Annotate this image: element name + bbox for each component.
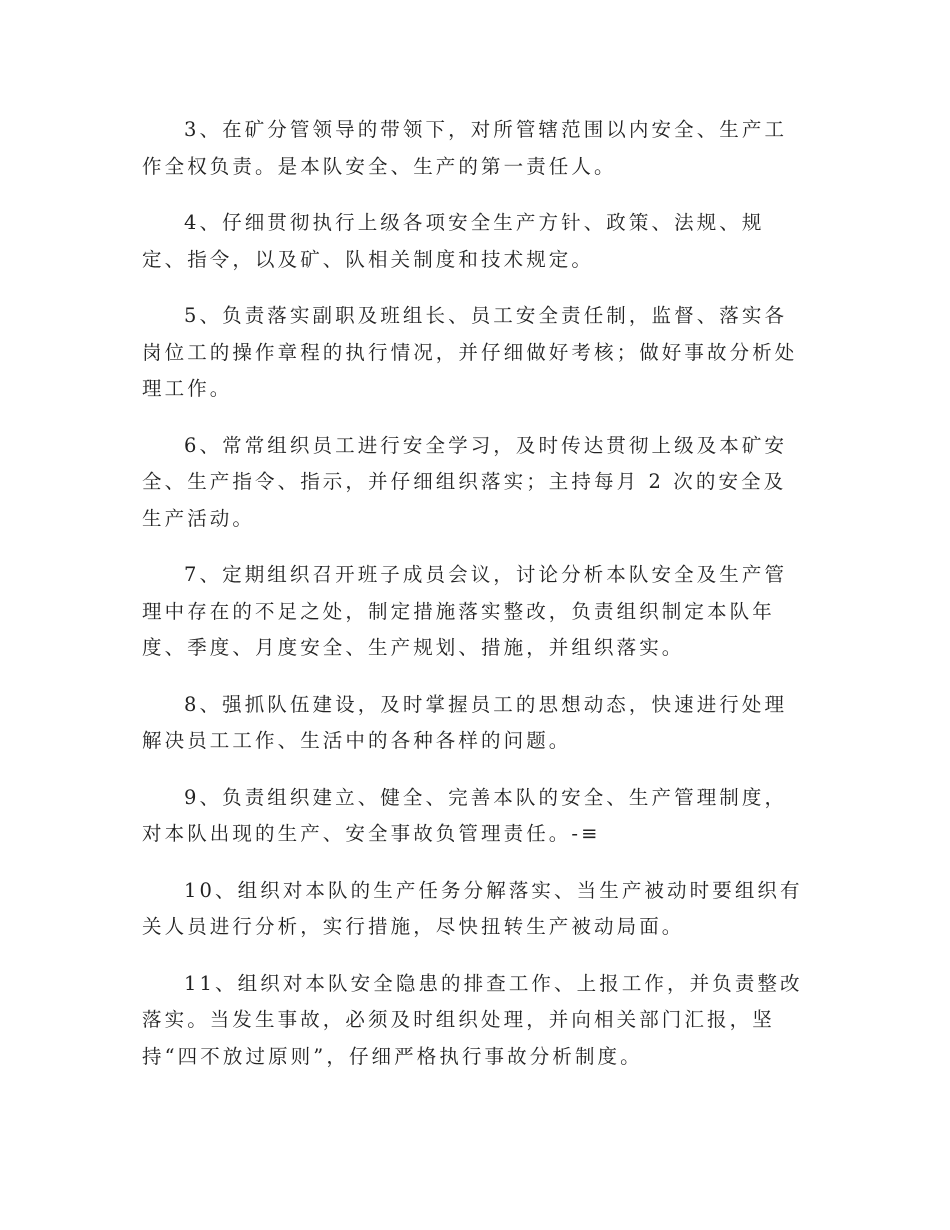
paragraph-item-8: 8、强抓队伍建设，及时掌握员工的思想动态，快速进行处理解决员工工作、生活中的各种各样的问题。 — [142, 692, 788, 752]
paragraph-item-9: 9、负责组织建立、健全、完善本队的安全、生产管理制度，对本队出现的生产、安全事故负管理责任。-≡ — [142, 785, 788, 845]
paragraph-item-5: 5、负责落实副职及班组长、员工安全责任制，监督、落实各岗位工的操作章程的执行情况，并仔细做好考核；做好事故分析处理工作。 — [142, 304, 798, 400]
paragraph-item-11: 11、组织对本队安全隐患的排查工作、上报工作，并负责整改落实。当发生事故，必须及时组织处理，并向相关部门汇报，坚持“四不放过原则”，仔细严格执行事故分析制度。 — [142, 971, 803, 1068]
paragraph-item-6: 6、常常组织员工进行安全学习，及时传达贯彻上级及本矿安全、生产指令、指示，并仔细组织落实；主持每月 2 次的安全及生产活动。 — [142, 433, 788, 530]
document-body — [142, 112, 807, 1095]
paragraph-item-10: 10、组织对本队的生产任务分解落实、当生产被动时要组织有关人员进行分析，实行措施，尽快扭转生产被动局面。 — [142, 878, 803, 938]
paragraph-item-3: 3、在矿分管领导的带领下，对所管辖范围以内安全、生产工作全权负责。是本队安全、生产的第一责任人。 — [142, 118, 788, 178]
paragraph-item-4: 4、仔细贯彻执行上级各项安全生产方针、政策、法规、规定、指令，以及矿、队相关制度和技术规定。 — [142, 211, 765, 271]
paragraph-item-7: 7、定期组织召开班子成员会议，讨论分析本队安全及生产管理中存在的不足之处，制定措施落实整改，负责组织制定本队年度、季度、月度安全、生产规划、措施，并组织落实。 — [142, 563, 788, 659]
